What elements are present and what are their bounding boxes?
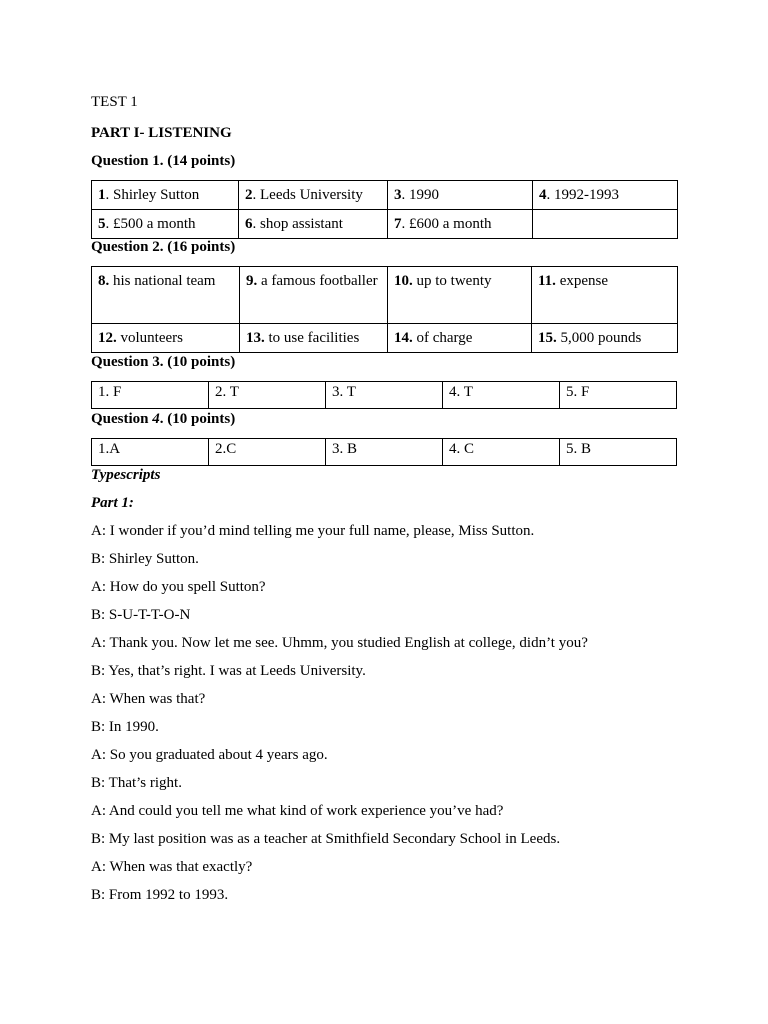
table-row xyxy=(92,267,678,324)
answer-cell: 1.A xyxy=(92,439,209,466)
dialogue-line: A: Thank you. Now let me see. Uhmm, you studied English at college, didn’t you? xyxy=(91,635,588,651)
question-4-answer-table xyxy=(91,438,677,466)
dialogue-line: B: Yes, that’s right. I was at Leeds University. xyxy=(91,663,366,679)
dialogue-line: A: How do you spell Sutton? xyxy=(91,579,266,595)
answer-cell: 4. C xyxy=(443,439,560,466)
answer-cell: 4. 1992-1993 xyxy=(533,181,678,210)
answer-cell: 5. F xyxy=(560,382,677,409)
empty-cell xyxy=(533,210,678,239)
dialogue-line: A: When was that? xyxy=(91,691,206,707)
answer-cell: 1. Shirley Sutton xyxy=(92,181,239,210)
typescripts-heading: Typescripts xyxy=(91,467,161,483)
answer-cell: 9. a famous footballer xyxy=(240,267,388,324)
answer-cell: 14. of charge xyxy=(388,324,532,353)
table-row xyxy=(92,181,678,210)
table-row xyxy=(92,382,677,409)
answer-cell: 4. T xyxy=(443,382,560,409)
answer-cell: 7. £600 a month xyxy=(388,210,533,239)
dialogue-line: A: When was that exactly? xyxy=(91,859,253,875)
dialogue-line: A: And could you tell me what kind of work experience you’ve had? xyxy=(91,803,504,819)
question-3-answer-table xyxy=(91,381,677,409)
dialogue-line: B: In 1990. xyxy=(91,719,159,735)
answer-cell: 3. B xyxy=(326,439,443,466)
answer-cell: 15. 5,000 pounds xyxy=(532,324,678,353)
answer-cell: 3. 1990 xyxy=(388,181,533,210)
answer-cell: 5. £500 a month xyxy=(92,210,239,239)
answer-cell: 8. his national team xyxy=(92,267,240,324)
answer-cell: 5. B xyxy=(560,439,677,466)
answer-cell: 1. F xyxy=(92,382,209,409)
answer-cell: 3. T xyxy=(326,382,443,409)
answer-cell: 2. Leeds University xyxy=(239,181,388,210)
answer-cell: 2. T xyxy=(209,382,326,409)
dialogue-line: B: Shirley Sutton. xyxy=(91,551,199,567)
table-row xyxy=(92,324,678,353)
question-2-answer-table xyxy=(91,266,678,353)
answer-cell: 6. shop assistant xyxy=(239,210,388,239)
question-1-heading: Question 1. (14 points) xyxy=(91,153,236,169)
question-1-answer-table xyxy=(91,180,678,239)
dialogue-line: B: From 1992 to 1993. xyxy=(91,887,229,903)
answer-cell: 12. volunteers xyxy=(92,324,240,353)
dialogue-line: B: S-U-T-T-O-N xyxy=(91,607,191,623)
question-3-heading: Question 3. (10 points) xyxy=(91,354,236,370)
test-title: TEST 1 xyxy=(91,94,138,110)
answer-cell: 11. expense xyxy=(532,267,678,324)
answer-cell: 13. to use facilities xyxy=(240,324,388,353)
part-title: PART I- LISTENING xyxy=(91,125,232,141)
dialogue-line: B: My last position was as a teacher at Smithfield Secondary School in Leeds. xyxy=(91,831,561,847)
question-2-heading: Question 2. (16 points) xyxy=(91,239,236,255)
dialogue-line: A: I wonder if you’d mind telling me your full name, please, Miss Sutton. xyxy=(91,523,535,539)
table-row xyxy=(92,439,677,466)
table-row xyxy=(92,210,678,239)
answer-cell: 2.C xyxy=(209,439,326,466)
dialogue-line: A: So you graduated about 4 years ago. xyxy=(91,747,328,763)
answer-cell: 10. up to twenty xyxy=(388,267,532,324)
question-4-heading: Question 4. (10 points) xyxy=(91,411,236,427)
part-1-heading: Part 1: xyxy=(91,495,134,511)
dialogue-line: B: That’s right. xyxy=(91,775,182,791)
